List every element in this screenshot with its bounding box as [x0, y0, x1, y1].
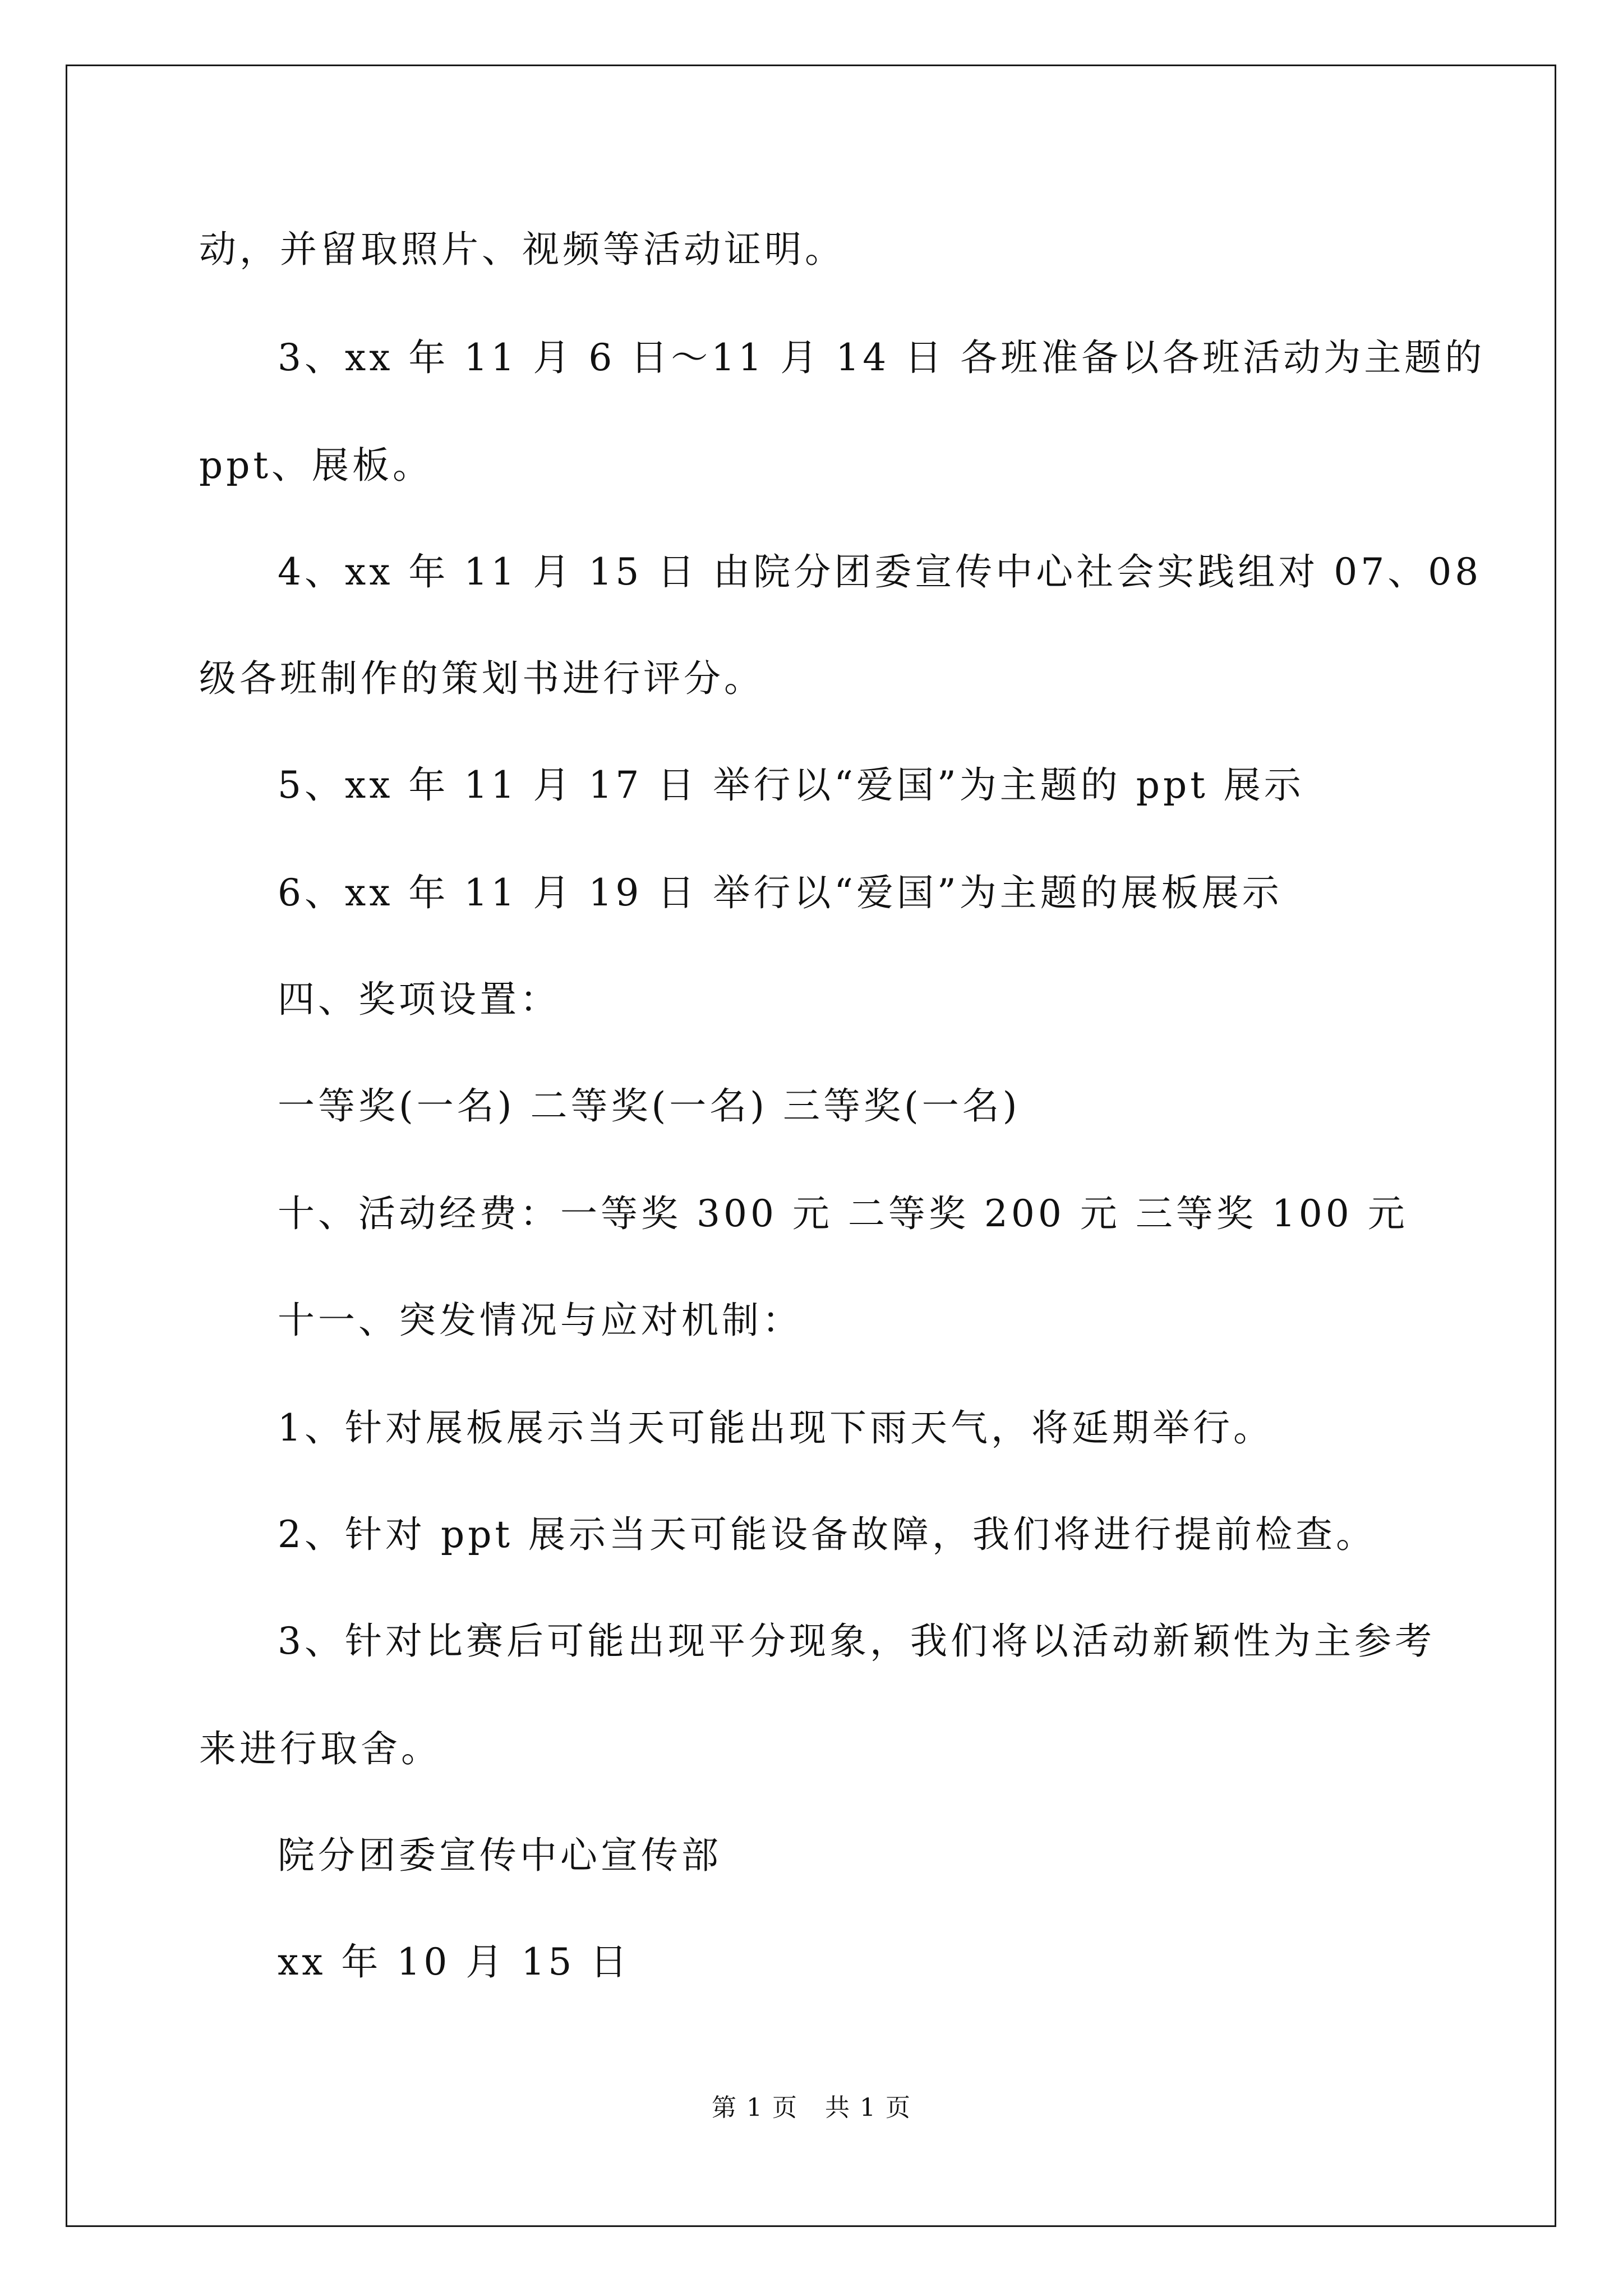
section-heading-awards: 四、奖项设置：	[278, 978, 560, 1021]
signature-department: 院分团委宣传中心宣传部	[278, 1834, 722, 1877]
body-line-14: 3、针对比赛后可能出现平分现象，我们将以活动新颖性为主参考	[278, 1619, 1435, 1663]
body-line-12: 1、针对展板展示当天可能出现下雨天气，将延期举行。	[278, 1406, 1274, 1450]
body-line-1: 动，并留取照片、视频等活动证明。	[199, 228, 845, 271]
body-line-2: 3、xx 年 11 月 6 日～11 月 14 日 各班准备以各班活动为主题的	[278, 336, 1486, 379]
body-line-13: 2、针对 ppt 展示当天可能设备故障，我们将进行提前检查。	[278, 1513, 1376, 1556]
body-line-15: 来进行取舍。	[199, 1727, 441, 1770]
body-line-9: 一等奖(一名) 二等奖(一名) 三等奖(一名)	[278, 1084, 1021, 1128]
section-heading-contingency: 十一、突发情况与应对机制：	[278, 1299, 803, 1342]
section-heading-budget: 十、活动经费：一等奖 300 元 二等奖 200 元 三等奖 100 元	[278, 1192, 1408, 1235]
body-line-4: 4、xx 年 11 月 15 日 由院分团委宣传中心社会实践组对 07、08	[278, 550, 1482, 593]
body-line-7: 6、xx 年 11 月 19 日 举行以“爱国”为主题的展板展示	[278, 871, 1283, 914]
body-line-5: 级各班制作的策划书进行评分。	[199, 657, 764, 700]
body-line-6: 5、xx 年 11 月 17 日 举行以“爱国”为主题的 ppt 展示	[278, 763, 1304, 807]
page-footer: 第 1 页 共 1 页	[712, 2093, 911, 2122]
page-border	[66, 65, 1556, 2227]
signature-date: xx 年 10 月 15 日	[278, 1940, 631, 1984]
body-line-3: ppt、展板。	[199, 444, 434, 487]
